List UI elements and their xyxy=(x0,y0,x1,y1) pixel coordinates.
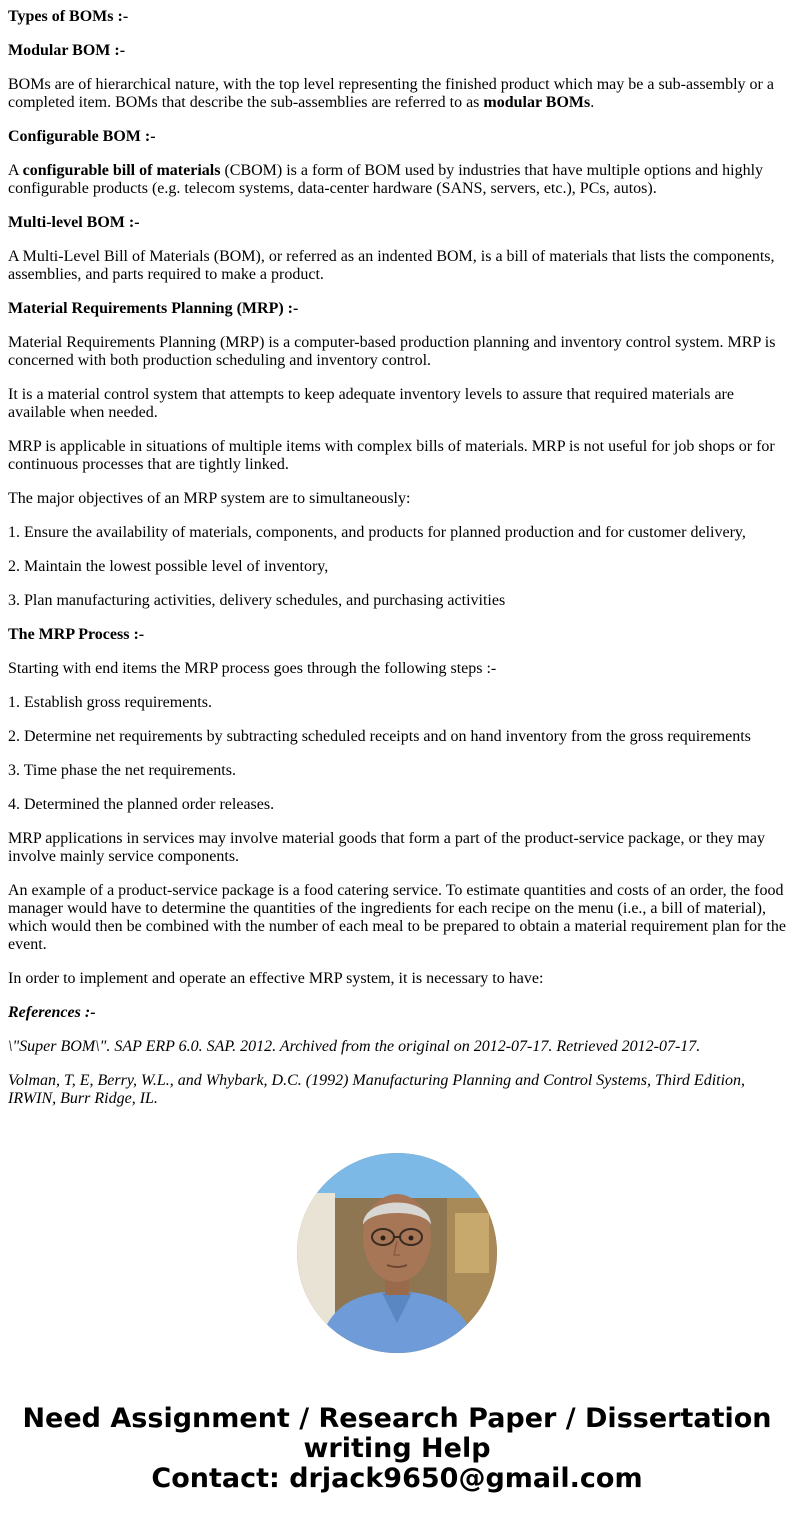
paragraph-catering-example: An example of a product-service package is a food catering service. To estimate quantities and costs of an order, the food manager would have to determine the quantities of the ingredients for each recipe on the menu (i.e., a bill of material), which would then be combined with the number of each meal to be prepared to obtain a material requirement plan for the event. xyxy=(8,882,786,953)
right-eye xyxy=(409,1236,414,1241)
banner-line-1: Need Assignment / Research Paper / Dissertation xyxy=(22,1403,772,1434)
objective-item: 2. Maintain the lowest possible level of inventory, xyxy=(8,558,329,575)
author-portrait-illustration xyxy=(297,1153,497,1353)
paragraph-mrp-applicability: MRP is applicable in situations of multiple items with complex bills of materials. MRP is not useful for job shops or for continuous processes that are tightly linked. xyxy=(8,438,775,473)
modular-text-post: . xyxy=(590,94,595,111)
paragraph-mrp-objectives-intro: The major objectives of an MRP system are to simultaneously: xyxy=(8,490,411,507)
author-photo xyxy=(297,1153,497,1353)
heading-references: References :- xyxy=(8,1004,96,1021)
photo-cabinet-panel xyxy=(455,1213,489,1273)
reference-item: \"Super BOM\". SAP ERP 6.0. SAP. 2012. Archived from the original on 2012-07-17. Retrieved 2012-07-17. xyxy=(8,1038,701,1055)
banner-line-2: writing Help xyxy=(303,1433,491,1464)
step-item: 1. Establish gross requirements. xyxy=(8,694,212,711)
config-text-post: (CBOM) is a form of BOM used by industries that have multiple options and highly configurable products (e.g. telecom systems, data-center hardware (SANS, servers, etc.), PCs, autos). xyxy=(8,162,764,197)
paragraph-mrp-services: MRP applications in services may involve material goods that form a part of the product-service package, or they may involve mainly service components. xyxy=(8,830,765,865)
heading-types-of-boms: Types of BOMs :- xyxy=(8,8,129,25)
paragraph-multi-level-bom: A Multi-Level Bill of Materials (BOM), or referred as an indented BOM, is a bill of materials that lists the components, assemblies, and parts required to make a product. xyxy=(8,248,775,283)
objective-item: 1. Ensure the availability of materials, components, and products for planned production and for customer delivery, xyxy=(8,524,746,541)
paragraph-mrp-definition: Material Requirements Planning (MRP) is a computer-based production planning and inventory control system. MRP is concerned with both production scheduling and inventory control. xyxy=(8,334,776,369)
step-item: 3. Time phase the net requirements. xyxy=(8,762,236,779)
paragraph-mrp-control: It is a material control system that attempts to keep adequate inventory levels to assure that required materials are available when needed. xyxy=(8,386,734,421)
step-item: 2. Determine net requirements by subtracting scheduled receipts and on hand inventory from the gross requirements xyxy=(8,728,751,745)
paragraph-mrp-process-intro: Starting with end items the MRP process goes through the following steps :- xyxy=(8,660,497,677)
heading-modular-bom: Modular BOM :- xyxy=(8,42,126,59)
objective-item: 3. Plan manufacturing activities, delivery schedules, and purchasing activities xyxy=(8,592,506,609)
left-eye xyxy=(381,1236,386,1241)
photo-wall-left xyxy=(297,1193,335,1353)
config-text-bold: configurable bill of materials xyxy=(22,162,221,179)
paragraph-configurable-bom xyxy=(8,162,786,198)
photo-sky xyxy=(297,1153,497,1198)
paragraph-implementation: In order to implement and operate an effective MRP system, it is necessary to have: xyxy=(8,970,544,987)
modular-text-bold: modular BOMs xyxy=(483,94,591,111)
modular-text-pre: BOMs are of hierarchical nature, with the top level representing the finished product which may be a sub-assembly or a completed item. BOMs that describe the sub-assemblies are referred to as xyxy=(8,76,774,111)
heading-mrp-process: The MRP Process :- xyxy=(8,626,145,643)
reference-item: Volman, T, E, Berry, W.L., and Whybark, D.C. (1992) Manufacturing Planning and Control Systems, Third Edition, IRWIN, Burr Ridge, IL. xyxy=(8,1072,746,1107)
heading-configurable-bom: Configurable BOM :- xyxy=(8,128,156,145)
heading-mrp: Material Requirements Planning (MRP) :- xyxy=(8,300,299,317)
step-item: 4. Determined the planned order releases. xyxy=(8,796,275,813)
paragraph-modular-bom xyxy=(8,76,786,112)
banner-contact-line: Contact: drjack9650@gmail.com xyxy=(151,1463,643,1494)
heading-multi-level-bom: Multi-level BOM :- xyxy=(8,214,140,231)
config-text-pre: A xyxy=(8,162,23,179)
promo-banner xyxy=(0,1404,794,1494)
